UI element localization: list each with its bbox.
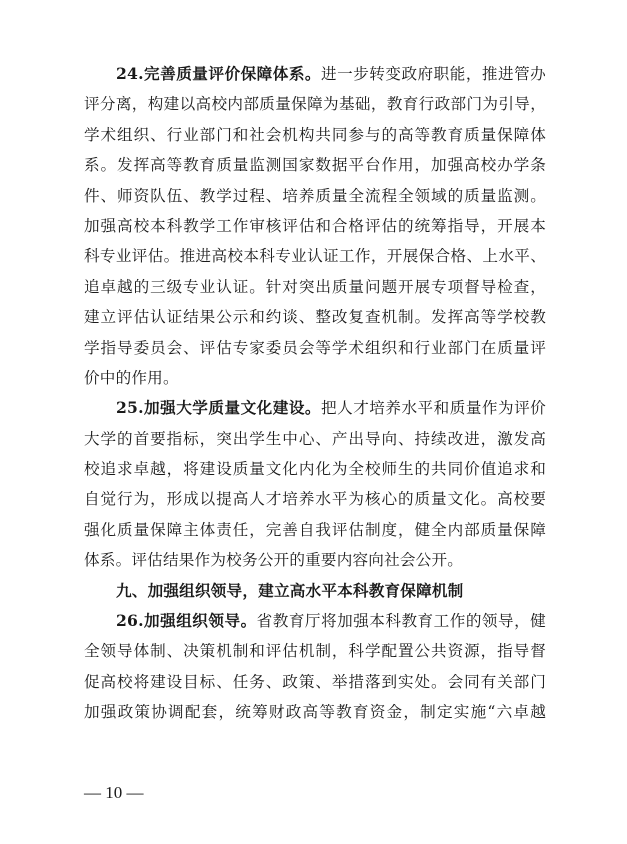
- paragraph-24-line-8: 追卓越的三级专业认证。针对突出质量问题开展专项督导检查，: [84, 277, 546, 296]
- paragraph-24-line-10: 学指导委员会、评估专家委员会等学术组织和行业部门在质量评: [84, 338, 546, 357]
- paragraph-25-line-4: 自觉行为，形成以提高人才培养水平为核心的质量文化。高校要: [84, 490, 546, 509]
- section-26-lead: 26.加强组织领导。: [116, 611, 257, 631]
- paragraph-25-line-2: 大学的首要指标，突出学生中心、产出导向、持续改进，激发高: [84, 429, 546, 448]
- page-number: — 10 —: [84, 783, 144, 802]
- section-24-lead: 24.完善质量评价保障体系。: [116, 64, 322, 83]
- paragraph-25-line-5: 强化质量保障主体责任，完善自我评估制度，健全内部质量保障: [84, 520, 546, 539]
- body-text: [84, 59, 546, 728]
- section-25-lead: 25.加强大学质量文化建设。: [116, 398, 322, 418]
- paragraph-26-line-1: 26.加强组织领导。省教育厅将加强本科教育工作的领导，健: [116, 611, 546, 631]
- paragraph-24-line-1: 24.完善质量评价保障体系。进一步转变政府职能，推进管办: [116, 64, 546, 83]
- paragraph-24-line-5: 件、师资队伍、教学过程、培养质量全流程全领域的质量监测。: [84, 186, 546, 205]
- paragraph-26-line-2: 全领导体制、决策机制和评估机制，科学配置公共资源，指导督: [84, 642, 546, 661]
- paragraph-24-line-7: 科专业评估。推进高校本科专业认证工作，开展保合格、上水平、: [84, 247, 546, 266]
- paragraph-24-line-6: 加强高校本科教学工作审核评估和合格评估的统筹指导，开展本: [84, 216, 546, 235]
- paragraph-24-line-11: 价中的作用。: [84, 368, 179, 387]
- paragraph-25-line-1: 25.加强大学质量文化建设。把人才培养水平和质量作为评价: [116, 398, 546, 418]
- paragraph-26-line-3: 促高校将建设目标、任务、政策、举措落到实处。会同有关部门: [84, 672, 546, 691]
- paragraph-24-line-4: 系。发挥高等教育质量监测国家数据平台作用，加强高校办学条: [84, 156, 546, 175]
- paragraph-26-line-4: 加强政策协调配套，统筹财政高等教育资金，制定实施“六卓越: [84, 703, 546, 722]
- paragraph-24-line-2: 评分离，构建以高校内部质量保障为基础，教育行政部门为引导，: [84, 95, 546, 114]
- paragraph-24-line-9: 建立评估认证结果公示和约谈、整改复查机制。发挥高等学校教: [84, 308, 546, 327]
- paragraph-25-line-6: 体系。评估结果作为校务公开的重要内容向社会公开。: [84, 551, 464, 570]
- paragraph-24-line-3: 学术组织、行业部门和社会机构共同参与的高等教育质量保障体: [84, 125, 546, 144]
- section-9-heading: 九、加强组织领导，建立高水平本科教育保障机制: [116, 581, 464, 600]
- paragraph-25-line-3: 校追求卓越，将建设质量文化内化为全校师生的共同价值追求和: [84, 460, 546, 479]
